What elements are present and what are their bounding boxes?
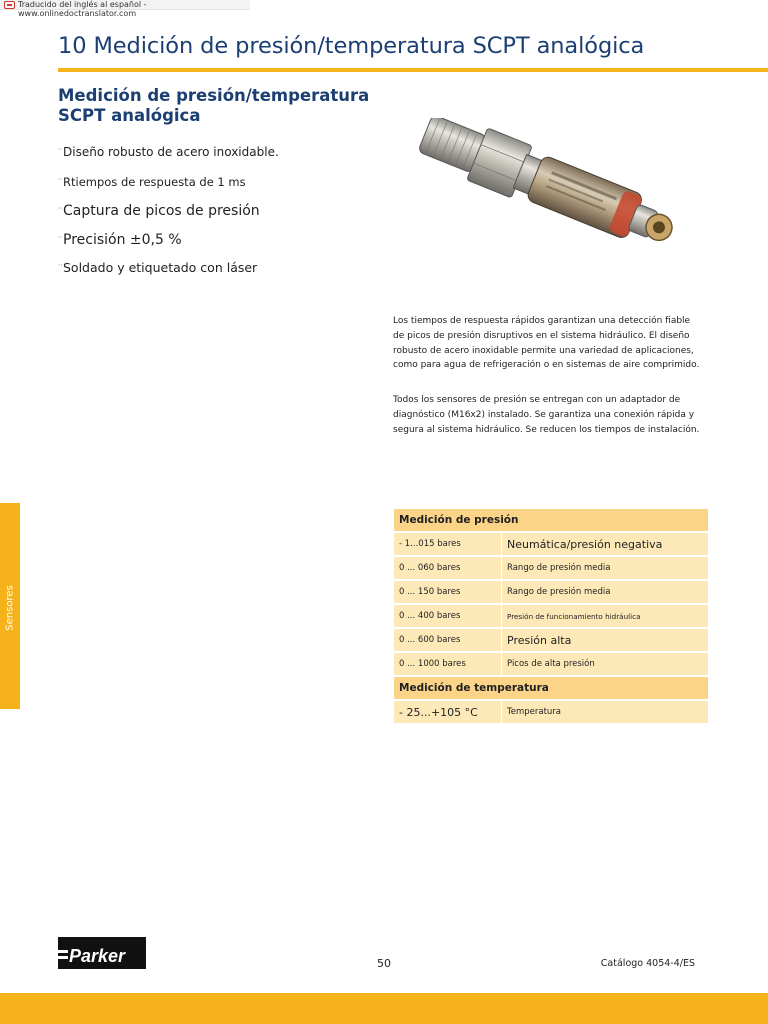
side-tab-label: Sensores <box>4 585 16 631</box>
table-row <box>394 533 708 555</box>
range-cell: 0 ... 600 bares <box>394 629 502 651</box>
table-row <box>394 581 708 603</box>
description-paragraph: Todos los sensores de presión se entregan con un adaptador de diagnóstico (M16x2) instalado. Se garantiza una conexión rápida y segura al sistema hidráulico. Se reducen los tiempos de instalación. <box>393 395 700 435</box>
table-row <box>394 629 708 651</box>
feature-item <box>58 173 378 201</box>
description-cell: Presión de funcionamiento hidráulica <box>502 605 708 627</box>
range-cell: - 25...+105 °C <box>394 701 502 723</box>
range-cell: 0 ... 1000 bares <box>394 653 502 675</box>
feature-item <box>58 259 378 279</box>
section-subtitle <box>58 86 378 126</box>
footer-bar <box>0 993 768 1024</box>
bullet-mark: '' <box>58 147 63 156</box>
spec-table <box>394 507 708 725</box>
range-cell: 0 ... 150 bares <box>394 581 502 603</box>
description-cell: Picos de alta presión <box>502 653 708 675</box>
pressure-section-header: Medición de presión <box>394 509 708 531</box>
feature-text: Soldado y etiquetado con láser <box>63 260 258 275</box>
table-header-row <box>394 677 708 699</box>
feature-text: Rtiempos de respuesta de 1 ms <box>63 175 246 189</box>
catalog-reference: Catálogo 4054-4/ES <box>600 958 695 969</box>
temperature-section-header: Medición de temperatura <box>394 677 708 699</box>
description-cell: Temperatura <box>502 701 708 723</box>
table-row <box>394 557 708 579</box>
description-paragraph: Los tiempos de respuesta rápidos garantizan una detección fiable de picos de presión disruptivos en el sistema hidráulico. El diseño robusto de acero inoxidable permite una variedad de aplicaciones, como para agua de refrigeración o en sistemas de aire comprimido. <box>393 316 700 371</box>
feature-item <box>58 201 378 230</box>
range-cell: - 1...015 bares <box>394 533 502 555</box>
description-cell: Rango de presión media <box>502 557 708 579</box>
logo-text: Parker <box>69 946 126 966</box>
range-cell: 0 ... 400 bares <box>394 605 502 627</box>
title-divider <box>58 68 768 72</box>
table-row <box>394 701 708 723</box>
feature-list <box>58 143 378 279</box>
page-number: 50 <box>377 957 391 970</box>
bullet-mark: '' <box>58 206 63 215</box>
translator-banner[interactable] <box>0 0 250 18</box>
page-title: 10 Medición de presión/temperatura SCPT analógica <box>58 33 645 59</box>
feature-text: Diseño robusto de acero inoxidable. <box>63 145 279 159</box>
feature-text: Captura de picos de presión <box>63 203 260 219</box>
parker-logo <box>58 937 146 969</box>
description-cell: Rango de presión media <box>502 581 708 603</box>
feature-text: Precisión ±0,5 % <box>63 232 182 248</box>
translator-logo-icon <box>4 1 15 9</box>
table-row <box>394 605 708 627</box>
range-cell: 0 ... 060 bares <box>394 557 502 579</box>
description-cell: Neumática/presión negativa <box>502 533 708 555</box>
feature-item <box>58 230 378 259</box>
pressure-sensor-image <box>398 118 698 288</box>
bullet-mark: '' <box>58 177 63 186</box>
subtitle-line: SCPT analógica <box>58 106 201 125</box>
feature-item <box>58 143 378 173</box>
subtitle-line: Medición de presión/temperatura <box>58 86 370 105</box>
description-cell: Presión alta <box>502 629 708 651</box>
table-header-row <box>394 509 708 531</box>
bullet-mark: '' <box>58 235 63 244</box>
table-row <box>394 653 708 675</box>
translator-banner-text[interactable]: Traducido del inglés al español - www.onlinedoctranslator.com <box>18 0 147 18</box>
bullet-mark: '' <box>58 263 63 272</box>
